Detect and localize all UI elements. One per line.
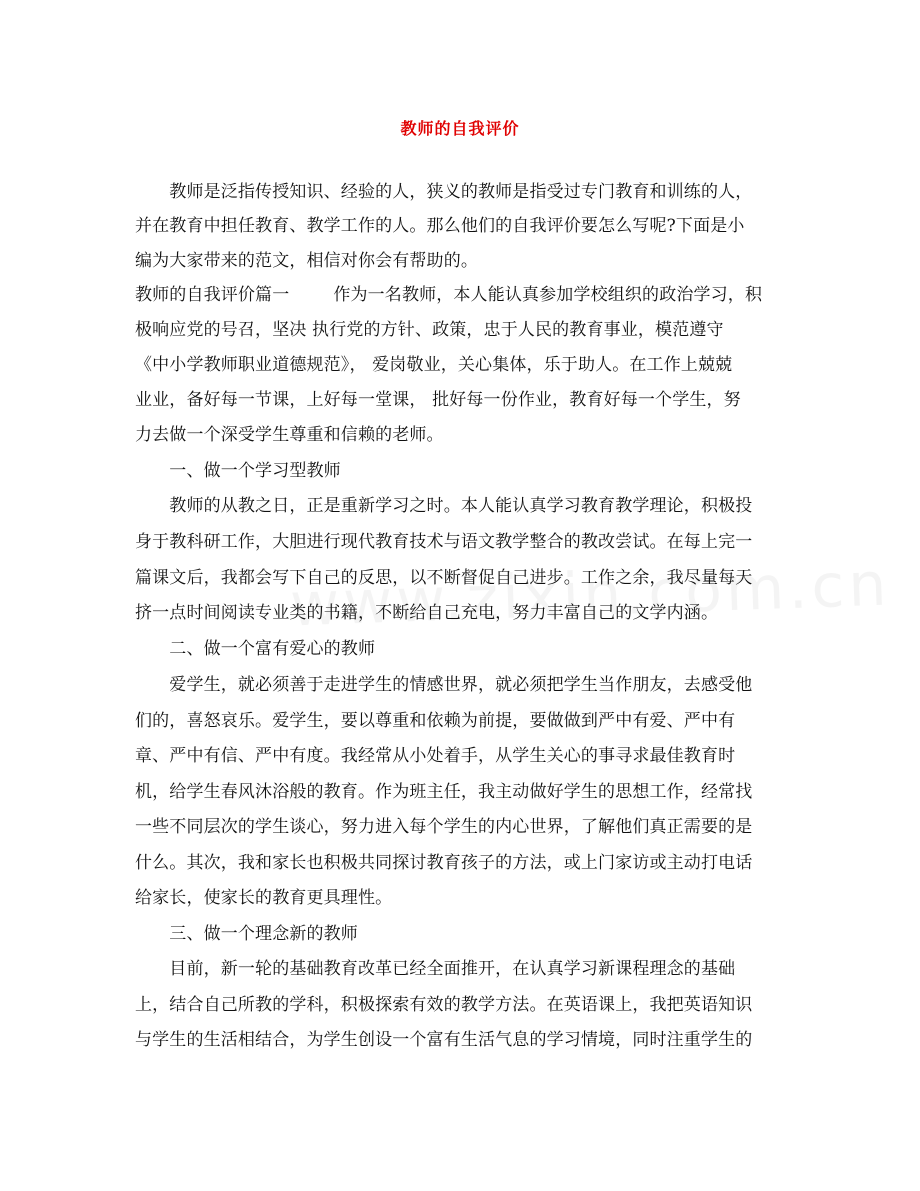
paragraph-line: 力去做一个深受学生尊重和信赖的老师。	[135, 425, 444, 445]
paragraph-line: 教师的从教之日，正是重新学习之时。本人能认真学习教育教学理论，积极投	[135, 496, 753, 516]
section-heading: 二、做一个富有爱心的教师	[135, 639, 376, 659]
document-title: 教师的自我评价	[400, 119, 520, 138]
paragraph-line: 与学生的生活相结合，为学生创设一个富有生活气息的学习情境，同时注重学生的	[135, 1030, 753, 1050]
paragraph-line: 给家长，使家长的教育更具理性。	[135, 888, 393, 908]
paragraph-line: 章、严中有信、严中有度。我经常从小处着手，从学生关心的事寻求最佳教育时	[135, 746, 736, 766]
paragraph-text: 作为一名教师，本人能认真参加学校组织的政治学习，积	[333, 285, 763, 305]
paragraph-line: 并在教育中担任教育、教学工作的人。那么他们的自我评价要怎么写呢?下面是小	[135, 216, 745, 236]
paragraph-line: 篇课文后，我都会写下自己的反思，以不断督促自己进步。工作之余，我尽量每天	[135, 568, 753, 588]
paragraph-line: 一些不同层次的学生谈心，努力进入每个学生的内心世界，了解他们真正需要的是	[135, 817, 753, 837]
paragraph-line: 编为大家带来的范文，相信对你会有帮助的。	[135, 251, 478, 271]
paragraph-line: 身于教科研工作，大胆进行现代教育技术与语文教学整合的教改尝试。在每上完一	[135, 532, 753, 552]
paragraph-line: 上，结合自己所教的学科，积极探索有效的教学方法。在英语课上，我把英语知识	[135, 995, 753, 1015]
watermark	[289, 550, 892, 641]
paragraph-line: 极响应党的号召，坚决 执行党的方针、政策，忠于人民的教育事业，模范遵守	[135, 320, 724, 340]
paragraph-line: 《中小学教师职业道德规范》， 爱岗敬业，关心集体，乐于助人。在工作上兢兢	[135, 355, 733, 375]
paragraph-line: 业业，备好每一节课，上好每一堂课， 批好每一份作业，教育好每一个学生，努	[135, 390, 741, 410]
paragraph-line: 们的，喜怒哀乐。爱学生，要以尊重和依赖为前提，要做做到严中有爱、严中有	[135, 711, 736, 731]
section-heading: 一、做一个学习型教师	[135, 461, 341, 481]
paragraph-line: 机，给学生春风沐浴般的教育。作为班主任，我主动做好学生的思想工作，经常找	[135, 782, 753, 802]
paragraph-line: 目前，新一轮的基础教育改革已经全面推开，在认真学习新课程理念的基础	[135, 959, 736, 979]
paragraph-line: 教师是泛指传授知识、经验的人，狭义的教师是指受过专门教育和训练的人，	[135, 182, 753, 202]
paragraph-line: 爱学生，就必须善于走进学生的情感世界，就必须把学生当作朋友，去感受他	[135, 675, 753, 695]
paragraph-line-with-heading	[135, 283, 762, 307]
paragraph-line: 挤一点时间阅读专业类的书籍，不断给自己充电，努力丰富自己的文学内涵。	[135, 603, 719, 623]
paragraph-line: 什么。其次，我和家长也积极共同探讨教育孩子的方法，或上门家访或主动打电话	[135, 853, 753, 873]
section-heading: 教师的自我评价篇一	[135, 285, 290, 305]
section-heading: 三、做一个理念新的教师	[135, 924, 358, 944]
